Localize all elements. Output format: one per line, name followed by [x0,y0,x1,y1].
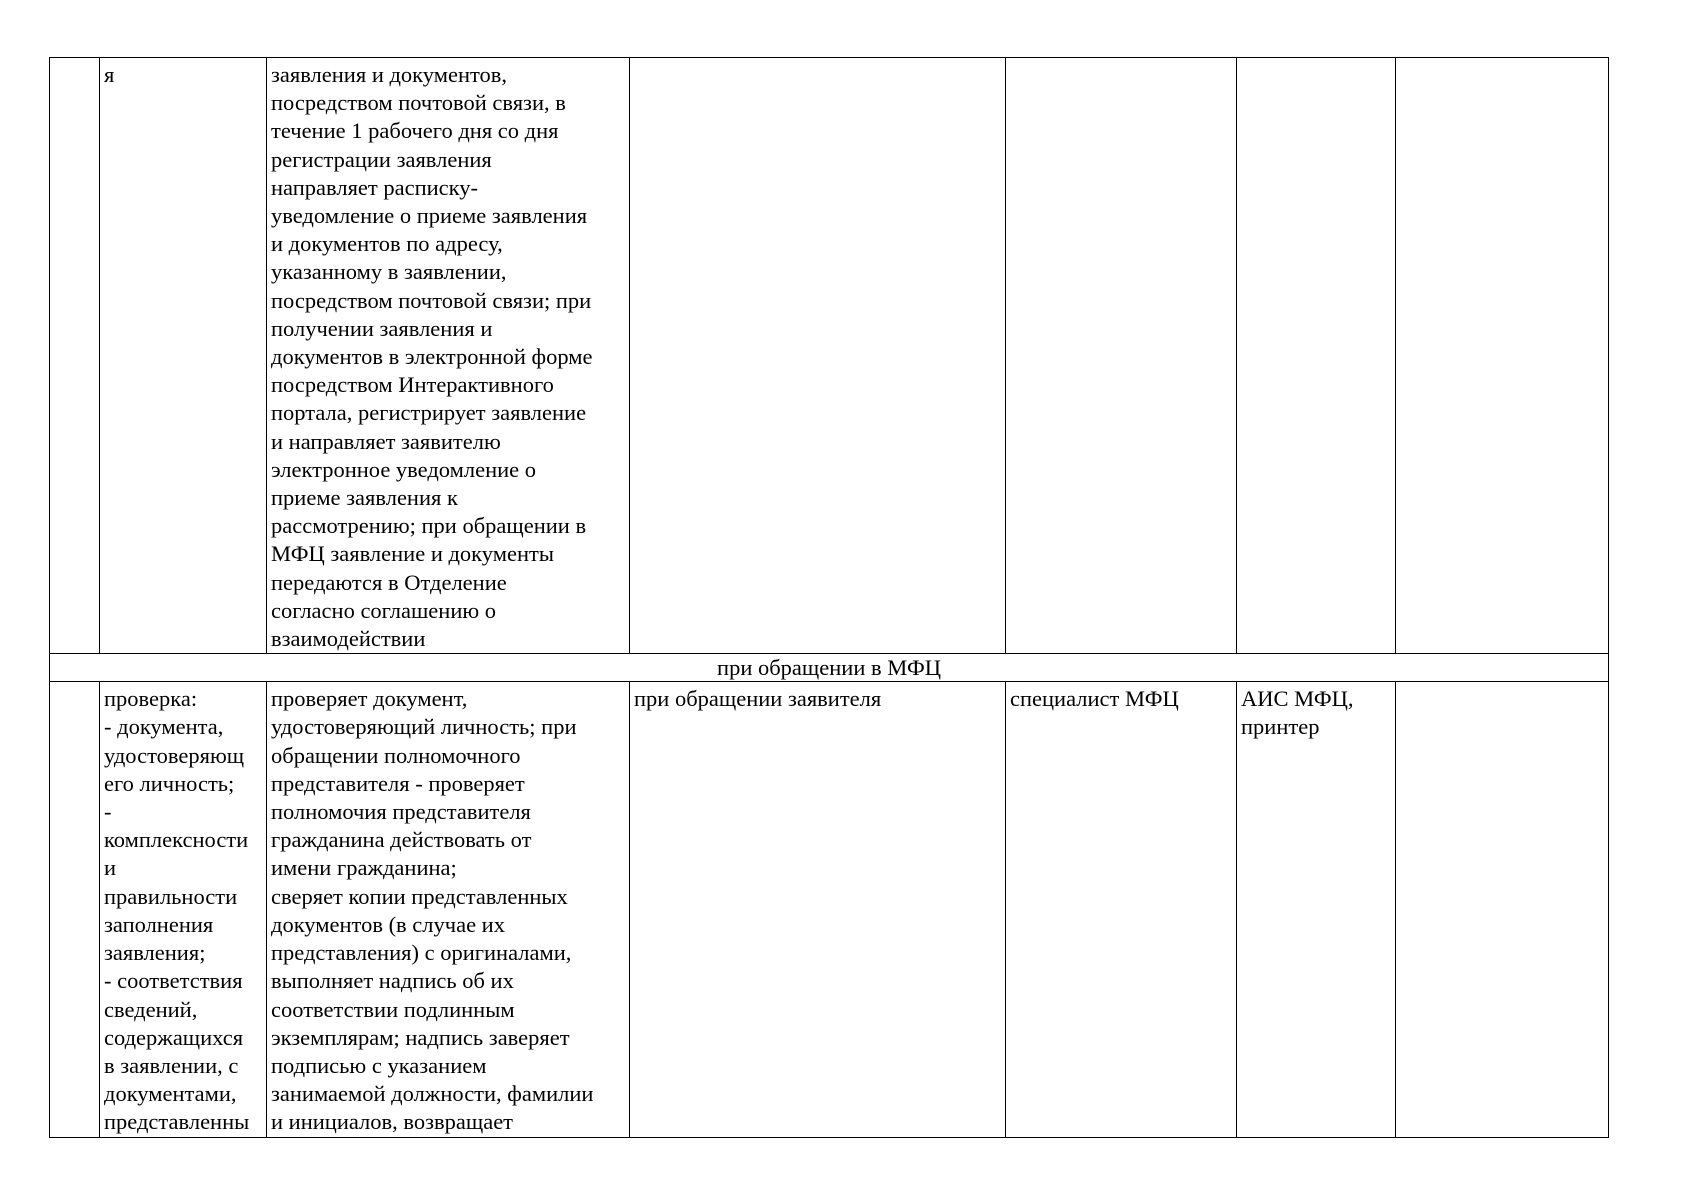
cell-result [1396,58,1609,654]
cell-number [50,58,100,654]
cell-resources: АИС МФЦ, принтер [1237,682,1396,1137]
procedure-table [49,57,1609,1138]
cell-responsible: специалист МФЦ [1006,682,1237,1137]
cell-number [50,682,100,1137]
cell-action-name: проверка: - документа, удостоверяющ его личность; - комплексности и правильности заполнения заявления; - соответствия сведений, содержащихся в заявлении, с документами, представленны [100,682,267,1137]
table-row [50,58,1609,654]
cell-condition [630,58,1006,654]
cell-responsible [1006,58,1237,654]
cell-action-name: я [100,58,267,654]
section-row [50,654,1609,682]
cell-result [1396,682,1609,1137]
cell-condition: при обращении заявителя [630,682,1006,1137]
table-row [50,682,1609,1137]
cell-action-description: заявления и документов, посредством почтовой связи, в течение 1 рабочего дня со дня регистрации заявления направляет расписку- уведомление о приеме заявления и документов по адресу, указанному в заявлении, посредством почтовой связи; при получении заявления и документов в электронной форме посредством Интерактивного портала, регистрирует заявление и направляет заявителю электронное уведомление о приеме заявления к рассмотрению; при обращении в МФЦ заявление и документы передаются в Отделение согласно соглашению о взаимодействии [267,58,630,654]
cell-action-description: проверяет документ, удостоверяющий личность; при обращении полномочного представителя - проверяет полномочия представителя гражданина действовать от имени гражданина; сверяет копии представленных документов (в случае их представления) с оригиналами, выполняет надпись об их соответствии подлинным экземплярам; надпись заверяет подписью с указанием занимаемой должности, фамилии и инициалов, возвращает [267,682,630,1137]
section-header: при обращении в МФЦ [50,654,1609,682]
cell-resources [1237,58,1396,654]
